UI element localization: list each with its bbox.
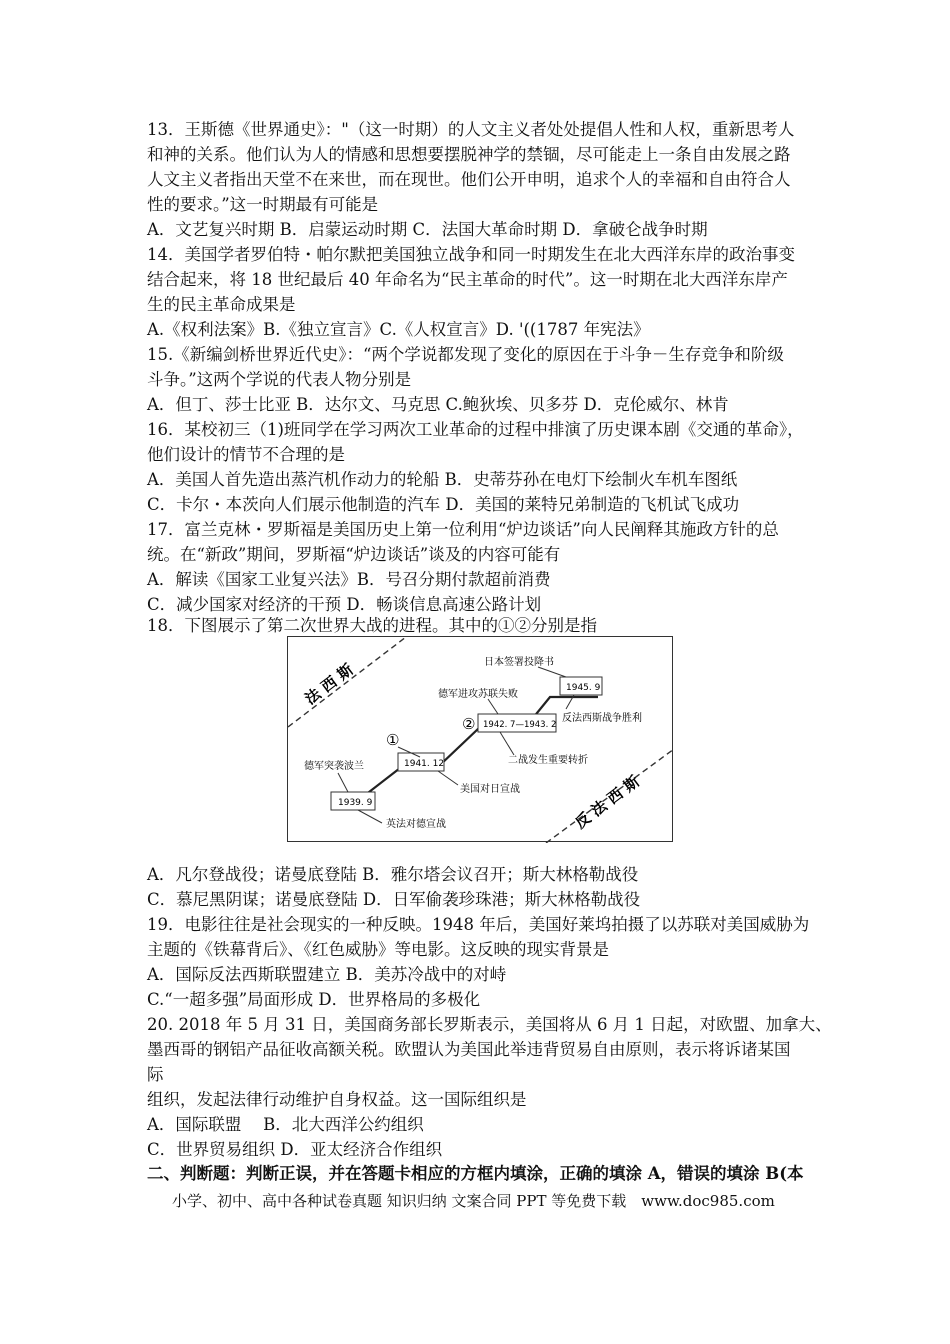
event-japan-surrender: 日本签署投降书 xyxy=(484,657,554,668)
q19-stem-line-2: 主题的《铁幕背后》、《红色威胁》等电影。这反映的现实背景是 xyxy=(147,940,609,959)
q17-stem-line-1: 17．富兰克林・罗斯福是美国历史上第一位利用“炉边谈话”向人民阐释其施政方针的总 xyxy=(147,520,779,539)
anti-fascist-label: 反 法 西 斯 xyxy=(571,772,643,833)
q14-stem-line-3: 生的民主革命成果是 xyxy=(147,295,296,314)
q16-stem-line-2: 他们设计的情节不合理的是 xyxy=(147,445,345,464)
ww2-timeline-diagram xyxy=(287,636,673,842)
q19-stem-line-1: 19．电影往往是社会现实的一种反映。1948 年后，美国好莱坞拍摄了以苏联对美国威胁为 xyxy=(147,915,810,934)
q14-options: A.《权利法案》B.《独立宣言》C.《人权宣言》D. '((1787 年宪法》 xyxy=(147,320,650,339)
q19-options-line-2: C.“一超多强”局面形成 D．世界格局的多极化 xyxy=(147,990,481,1009)
leader-declare xyxy=(358,810,382,823)
q17-stem-line-2: 统。在“新政”期间，罗斯福“炉边谈话”谈及的内容可能有 xyxy=(147,545,561,564)
q20-stem-line-4: 组织，发起法律行动维护自身权益。这一国际组织是 xyxy=(147,1090,527,1109)
date-1939: 1939. 9 xyxy=(338,798,373,808)
q13-stem-line-1: 13．王斯德《世界通史》："（这一时期）的人文主义者处处提倡人性和人权，重新思考人 xyxy=(147,120,795,139)
section-2-heading: 二、判断题：判断正误，并在答题卡相应的方框内填涂，正确的填涂 A，错误的填涂 B(本 xyxy=(147,1164,804,1183)
q18-options-line-2: C．慕尼黑阴谋；诺曼底登陆 D．日军偷袭珍珠港；斯大林格勒战役 xyxy=(147,890,641,909)
fascist-label: 法 西 斯 xyxy=(301,660,357,709)
q15-options: A．但丁、莎士比亚 B．达尔文、马克思 C.鲍狄埃、贝多芬 D．克伦威尔、林肯 xyxy=(147,395,729,414)
q15-stem-line-2: 斗争。”这两个学说的代表人物分别是 xyxy=(147,370,412,389)
q13-stem-line-3: 人文主义者指出天堂不在来世，而在现世。他们公开申明，追求个人的幸福和自由符合人 xyxy=(147,170,791,189)
q13-stem-line-4: 性的要求。”这一时期最有可能是 xyxy=(147,195,379,214)
q18-stem: 18．下图展示了第二次世界大战的进程。其中的①②分别是指 xyxy=(147,616,597,635)
ww2-timeline-svg xyxy=(288,637,674,843)
q19-options-line-1: A．国际反法西斯联盟建立 B．美苏冷战中的对峙 xyxy=(147,965,507,984)
event-victory: 反法西斯战争胜利 xyxy=(562,713,642,724)
date-1942: 1942. 7—1943. 2 xyxy=(483,720,557,730)
q16-options-line-1: A．美国人首先造出蒸汽机作动力的轮船 B．史蒂芬孙在电灯下绘制火车机车图纸 xyxy=(147,470,738,489)
event-poland: 德军突袭波兰 xyxy=(304,761,364,772)
q18-options-line-1: A．凡尔登战役；诺曼底登陆 B．雅尔塔会议召开；斯大林格勒战役 xyxy=(147,865,639,884)
q13-stem-line-2: 和神的关系。他们认为人的情感和思想要摆脱神学的禁锢，尽可能走上一条自由发展之路 xyxy=(147,145,791,164)
leader-us xyxy=(438,771,458,785)
q16-stem-line-1: 16．某校初三（1)班同学在学习两次工业革命的过程中排演了历史课本剧《交通的革命》， xyxy=(147,420,804,439)
q20-options-line-2: C．世界贸易组织 D．亚太经济合作组织 xyxy=(147,1140,443,1159)
q20-stem-line-3: 际 xyxy=(147,1065,164,1084)
leader-german xyxy=(488,699,498,714)
event-declare: 英法对德宣战 xyxy=(386,819,446,830)
q20-stem-line-1: 20. 2018 年 5 月 31 日，美国商务部长罗斯表示，美国将从 6 月 1 日起，对欧盟、加拿大、 xyxy=(147,1015,832,1034)
q13-options: A．文艺复兴时期 B．启蒙运动时期 C．法国大革命时期 D．拿破仑战争时期 xyxy=(147,220,708,239)
leader-turning xyxy=(500,732,514,755)
date-1941: 1941. 12 xyxy=(404,759,445,769)
q14-stem-line-2: 结合起来，将 18 世纪最后 40 年命名为“民主革命的时代”。这一时期在北大西洋东岸产 xyxy=(147,270,788,289)
q14-stem-line-1: 14．美国学者罗伯特・帕尔默把美国独立战争和同一时期发生在北大西洋东岸的政治事变 xyxy=(147,245,795,264)
mark-2: ② xyxy=(462,715,476,733)
q17-options-line-2: C．减少国家对经济的干预 D．畅谈信息高速公路计划 xyxy=(147,595,542,614)
event-german-fail: 德军进攻苏联失败 xyxy=(438,689,518,700)
q20-options-line-1: A．国际联盟 B．北大西洋公约组织 xyxy=(147,1115,424,1134)
q20-stem-line-2: 墨西哥的钢铝产品征收高额关税。欧盟认为美国此举违背贸易自由原则，表示将诉诸某国 xyxy=(147,1040,791,1059)
event-us-declare: 美国对日宣战 xyxy=(460,784,520,795)
q15-stem-line-1: 15.《新编剑桥世界近代史》：“两个学说都发现了变化的原因在于斗争－生存竞争和阶级 xyxy=(147,345,784,364)
leader-japan xyxy=(538,667,566,677)
q16-options-line-2: C．卡尔・本茨向人们展示他制造的汽车 D．美国的莱特兄弟制造的飞机试飞成功 xyxy=(147,495,740,514)
q17-options-line-1: A．解读《国家工业复兴法》B．号召分期付款超前消费 xyxy=(147,570,551,589)
page-footer: 小学、初中、高中各种试卷真题 知识归纳 文案合同 PPT 等免费下载 www.doc985.com xyxy=(172,1192,775,1210)
mark-1: ① xyxy=(386,731,400,749)
leader-poland xyxy=(338,773,348,792)
event-turning: 二战发生重要转折 xyxy=(508,755,588,766)
date-1945: 1945. 9 xyxy=(566,683,601,693)
